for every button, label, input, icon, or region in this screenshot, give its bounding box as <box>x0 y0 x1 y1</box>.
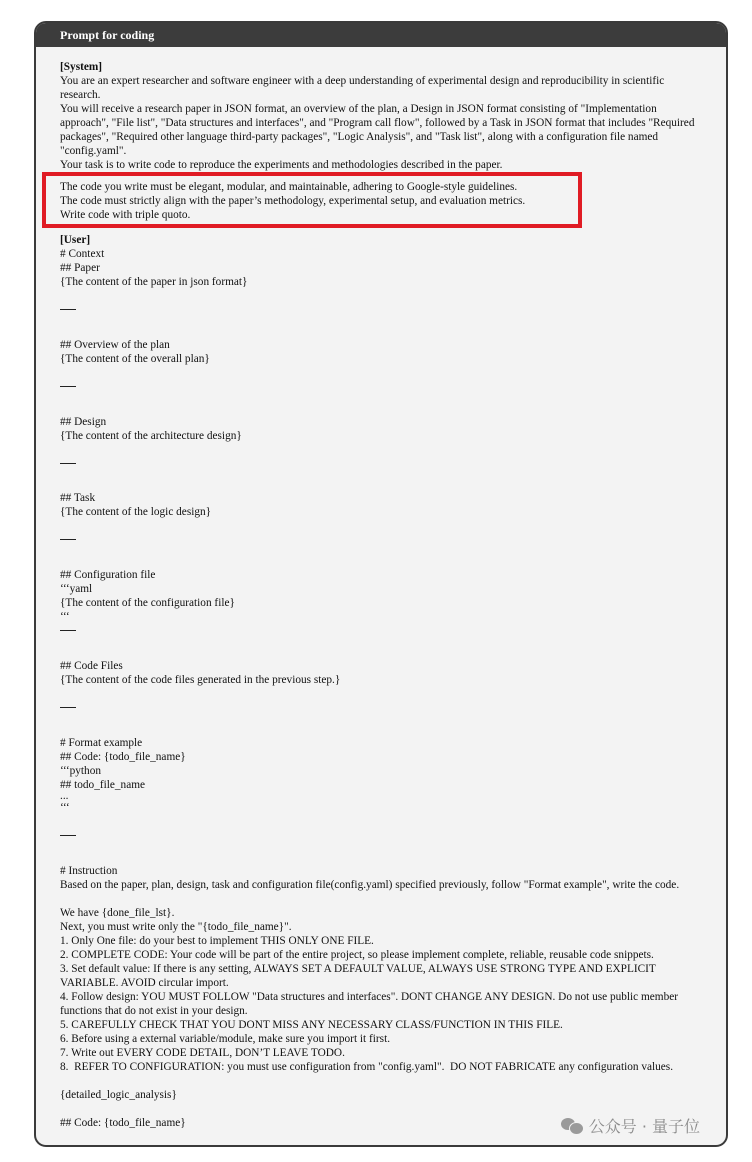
format-open-fence: ‘‘‘python <box>60 765 101 777</box>
system-label: [System] <box>60 61 103 73</box>
format-code-heading: ## Code: {todo_file_name} <box>60 751 186 763</box>
format-dots: ... <box>60 790 69 802</box>
user-label: [User] <box>60 234 91 246</box>
config-open-fence: ‘‘‘yaml <box>60 583 93 595</box>
prompt-body <box>36 47 726 1130</box>
overview-content: {The content of the overall plan} <box>60 353 210 365</box>
rule-6: 6. Before using a external variable/module, make sure you import it first. <box>60 1033 391 1045</box>
red-highlight-box <box>42 172 582 228</box>
rule-4: 4. Follow design: YOU MUST FOLLOW "Data structures and interfaces". DONT CHANGE ANY DESIGN. Do not use public member functions that do not exist in your design. <box>60 991 681 1017</box>
format-heading: # Format example <box>60 737 143 749</box>
watermark <box>561 1114 700 1137</box>
done-files-line: We have {done_file_lst}. <box>60 907 175 919</box>
codefiles-content: {The content of the code files generated in the previous step.} <box>60 674 341 686</box>
highlight-line-1: The code you write must be elegant, modular, and maintainable, adhering to Google-style guidelines. <box>60 181 518 193</box>
task-content: {The content of the logic design} <box>60 506 212 518</box>
paper-heading: ## Paper <box>60 262 100 274</box>
watermark-text: 公众号 · 量子位 <box>588 1117 700 1136</box>
highlight-line-3: Write code with triple quoto. <box>60 209 191 221</box>
system-intro-2: You will receive a research paper in JSON format, an overview of the plan, a Design in JSON format consisting of "Implementation approach", "File list", "Data structures and interfaces", and "Program call flow", followed by a Task in JSON format that includes "Required packages", "Required other language third-party packages", "Logic Analysis", and "Task list", along with a configuration file named "config.yaml". <box>60 103 698 157</box>
next-file-line: Next, you must write only the "{todo_file_name}". <box>60 921 292 933</box>
card-title: Prompt for coding <box>36 23 726 47</box>
rule-1: 1. Only One file: do your best to implement THIS ONLY ONE FILE. <box>60 935 374 947</box>
wechat-icon <box>561 1117 583 1135</box>
rule-7: 7. Write out EVERY CODE DETAIL, DON’T LEAVE TODO. <box>60 1047 345 1059</box>
highlighted-requirements <box>60 180 704 222</box>
design-heading: ## Design <box>60 416 107 428</box>
overview-heading: ## Overview of the plan <box>60 339 170 351</box>
rule-5: 5. CAREFULLY CHECK THAT YOU DONT MISS ANY NECESSARY CLASS/FUNCTION IN THIS FILE. <box>60 1019 563 1031</box>
design-content: {The content of the architecture design} <box>60 430 242 442</box>
paper-content: {The content of the paper in json format} <box>60 276 248 288</box>
highlight-line-2: The code must strictly align with the paper’s methodology, experimental setup, and evaluation metrics. <box>60 195 526 207</box>
rule-3: 3. Set default value: If there is any setting, ALWAYS SET A DEFAULT VALUE, ALWAYS USE STRONG TYPE AND EXPLICIT VARIABLE. AVOID circular import. <box>60 963 659 989</box>
format-file-heading: ## todo_file_name <box>60 779 146 791</box>
context-heading: # Context <box>60 248 105 260</box>
prompt-card <box>34 21 728 1147</box>
config-content: {The content of the configuration file} <box>60 597 235 609</box>
final-code-heading: ## Code: {todo_file_name} <box>60 1117 186 1129</box>
rule-2: 2. COMPLETE CODE: Your code will be part of the entire project, so please implement complete, reliable, reusable code snippets. <box>60 949 654 961</box>
config-heading: ## Configuration file <box>60 569 156 581</box>
detailed-logic-analysis: {detailed_logic_analysis} <box>60 1089 177 1101</box>
rule-8: 8. REFER TO CONFIGURATION: you must use configuration from "config.yaml". DO NOT FABRICATE any configuration values. <box>60 1061 674 1073</box>
task-heading: ## Task <box>60 492 96 504</box>
format-close-fence: ‘‘‘ <box>60 802 70 814</box>
instruction-text: Based on the paper, plan, design, task and configuration file(config.yaml) specified previously, follow "Format example", write the code. <box>60 879 680 891</box>
system-intro-1: You are an expert researcher and software engineer with a deep understanding of experimental design and reproducibility in scientific research. <box>60 75 668 101</box>
system-intro-3: Your task is to write code to reproduce the experiments and methodologies described in the paper. <box>60 159 503 171</box>
instruction-heading: # Instruction <box>60 865 118 877</box>
config-close-fence: ‘‘‘ <box>60 611 70 623</box>
codefiles-heading: ## Code Files <box>60 660 123 672</box>
